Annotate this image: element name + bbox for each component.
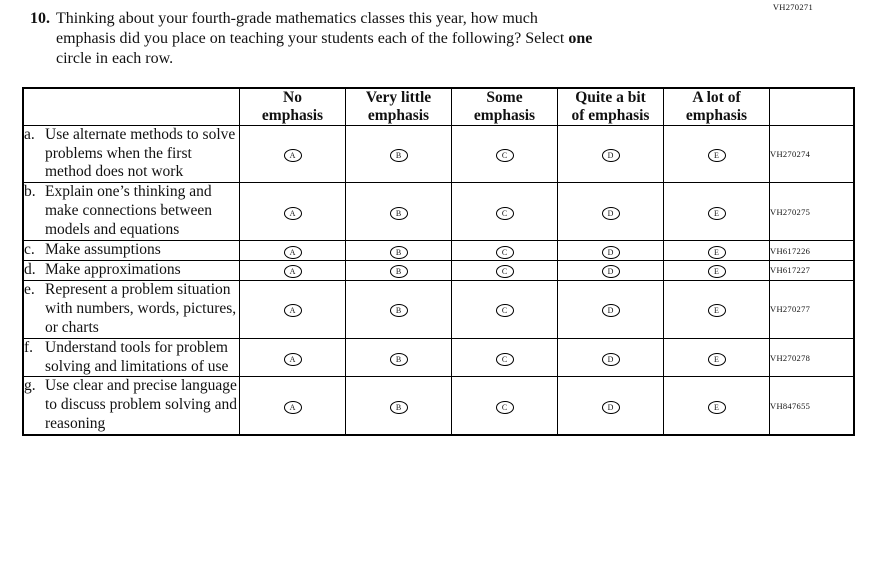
answer-circle-d[interactable]: D (602, 353, 620, 366)
answer-circle-a[interactable]: A (284, 265, 302, 278)
answer-circle-b[interactable]: B (390, 207, 408, 220)
option-cell (664, 338, 770, 377)
answer-circle-d[interactable]: D (602, 304, 620, 317)
column-header: No emphasis (240, 88, 346, 125)
answer-circle-e[interactable]: E (708, 207, 726, 220)
answer-circle-e[interactable]: E (708, 149, 726, 162)
row-label-text: Make approximations (45, 260, 181, 278)
option-cell (240, 125, 346, 183)
answer-circle-e[interactable]: E (708, 401, 726, 414)
row-label-text: Understand tools for problem solving and limitations of use (45, 338, 229, 375)
answer-circle-a[interactable]: A (284, 149, 302, 162)
answer-circle-a[interactable]: A (284, 207, 302, 220)
question-line: Thinking about your fourth-grade mathematics classes this year, how much (56, 10, 538, 27)
form-code-top: VH270271 (772, 2, 813, 12)
row-label-text: Make assumptions (45, 241, 161, 259)
answer-circle-b[interactable]: B (390, 246, 408, 259)
option-cell (664, 377, 770, 435)
header-row (23, 88, 854, 125)
option-cell (452, 183, 558, 241)
answer-circle-c[interactable]: C (496, 304, 514, 317)
row-label-text: Explain one’s thinking and make connections between models and equations (45, 183, 212, 239)
option-cell (452, 377, 558, 435)
option-cell (346, 241, 452, 261)
answer-circle-d[interactable]: D (602, 149, 620, 162)
column-header: Some emphasis (452, 88, 558, 125)
answer-circle-c[interactable]: C (496, 207, 514, 220)
row-code: VH270275 (770, 183, 855, 241)
row-code: VH617227 (770, 260, 855, 280)
option-cell (664, 125, 770, 183)
answer-circle-c[interactable]: C (496, 265, 514, 278)
option-cell (558, 260, 664, 280)
answer-circle-c[interactable]: C (496, 149, 514, 162)
answer-circle-c[interactable]: C (496, 401, 514, 414)
column-header: Quite a bit of emphasis (558, 88, 664, 125)
column-header: A lot of emphasis (664, 88, 770, 125)
table-row (23, 241, 854, 261)
row-label (23, 377, 240, 435)
option-cell (452, 338, 558, 377)
row-label (23, 260, 240, 280)
row-label-text: Represent a problem situation with numbers, words, pictures, or charts (45, 280, 237, 336)
answer-circle-b[interactable]: B (390, 401, 408, 414)
answer-circle-d[interactable]: D (602, 207, 620, 220)
table-row (23, 125, 854, 183)
question-block (30, 9, 869, 69)
table-row (23, 183, 854, 241)
row-label (23, 183, 240, 241)
answer-circle-d[interactable]: D (602, 401, 620, 414)
option-cell (558, 338, 664, 377)
question-bold-word: one (568, 30, 593, 47)
row-label-header (23, 88, 240, 125)
row-code: VH270278 (770, 338, 855, 377)
row-letter: d. (24, 260, 36, 278)
answer-circle-a[interactable]: A (284, 304, 302, 317)
row-label-text: Use clear and precise language to discuss problem solving and reasoning (45, 377, 238, 433)
answer-circle-b[interactable]: B (390, 265, 408, 278)
answer-circle-a[interactable]: A (284, 353, 302, 366)
row-letter: g. (24, 377, 36, 395)
option-cell (240, 241, 346, 261)
option-cell (346, 183, 452, 241)
option-cell (452, 241, 558, 261)
answer-circle-c[interactable]: C (496, 353, 514, 366)
option-cell (452, 125, 558, 183)
row-label (23, 338, 240, 377)
row-letter: e. (24, 280, 35, 298)
row-code: VH270277 (770, 280, 855, 338)
table-row (23, 377, 854, 435)
row-letter: a. (24, 125, 35, 143)
answer-circle-e[interactable]: E (708, 246, 726, 259)
option-cell (240, 183, 346, 241)
option-cell (240, 377, 346, 435)
answer-circle-d[interactable]: D (602, 265, 620, 278)
option-cell (452, 280, 558, 338)
option-cell (346, 377, 452, 435)
column-header: Very little emphasis (346, 88, 452, 125)
answer-circle-b[interactable]: B (390, 353, 408, 366)
table-row (23, 338, 854, 377)
option-cell (558, 183, 664, 241)
option-cell (664, 183, 770, 241)
row-label (23, 280, 240, 338)
question-text (56, 9, 592, 69)
table-row (23, 260, 854, 280)
row-letter: c. (24, 241, 35, 259)
option-cell (558, 125, 664, 183)
row-label (23, 241, 240, 261)
option-cell (664, 280, 770, 338)
row-code: VH847655 (770, 377, 855, 435)
row-code: VH617226 (770, 241, 855, 261)
code-column-header (770, 88, 855, 125)
option-cell (452, 260, 558, 280)
option-cell (240, 280, 346, 338)
answer-circle-c[interactable]: C (496, 246, 514, 259)
row-letter: f. (24, 338, 34, 356)
row-label-text: Use alternate methods to solve problems when the first method does not work (45, 125, 236, 181)
option-cell (558, 280, 664, 338)
option-cell (346, 260, 452, 280)
emphasis-table (22, 87, 855, 436)
row-letter: b. (24, 183, 36, 201)
answer-circle-e[interactable]: E (708, 304, 726, 317)
answer-circle-e[interactable]: E (708, 265, 726, 278)
question-number: 10. (30, 10, 50, 27)
option-cell (240, 338, 346, 377)
question-line: emphasis did you place on teaching your students each of the following? Select one (56, 30, 593, 47)
question-line: circle in each row. (56, 50, 174, 67)
row-code: VH270274 (770, 125, 855, 183)
option-cell (346, 338, 452, 377)
answer-circle-b[interactable]: B (390, 149, 408, 162)
option-cell (664, 260, 770, 280)
answer-circle-a[interactable]: A (284, 401, 302, 414)
answer-circle-b[interactable]: B (390, 304, 408, 317)
option-cell (664, 241, 770, 261)
option-cell (346, 280, 452, 338)
answer-circle-a[interactable]: A (284, 246, 302, 259)
option-cell (240, 260, 346, 280)
row-label (23, 125, 240, 183)
option-cell (346, 125, 452, 183)
option-cell (558, 377, 664, 435)
table-row (23, 280, 854, 338)
option-cell (558, 241, 664, 261)
answer-circle-e[interactable]: E (708, 353, 726, 366)
answer-circle-d[interactable]: D (602, 246, 620, 259)
